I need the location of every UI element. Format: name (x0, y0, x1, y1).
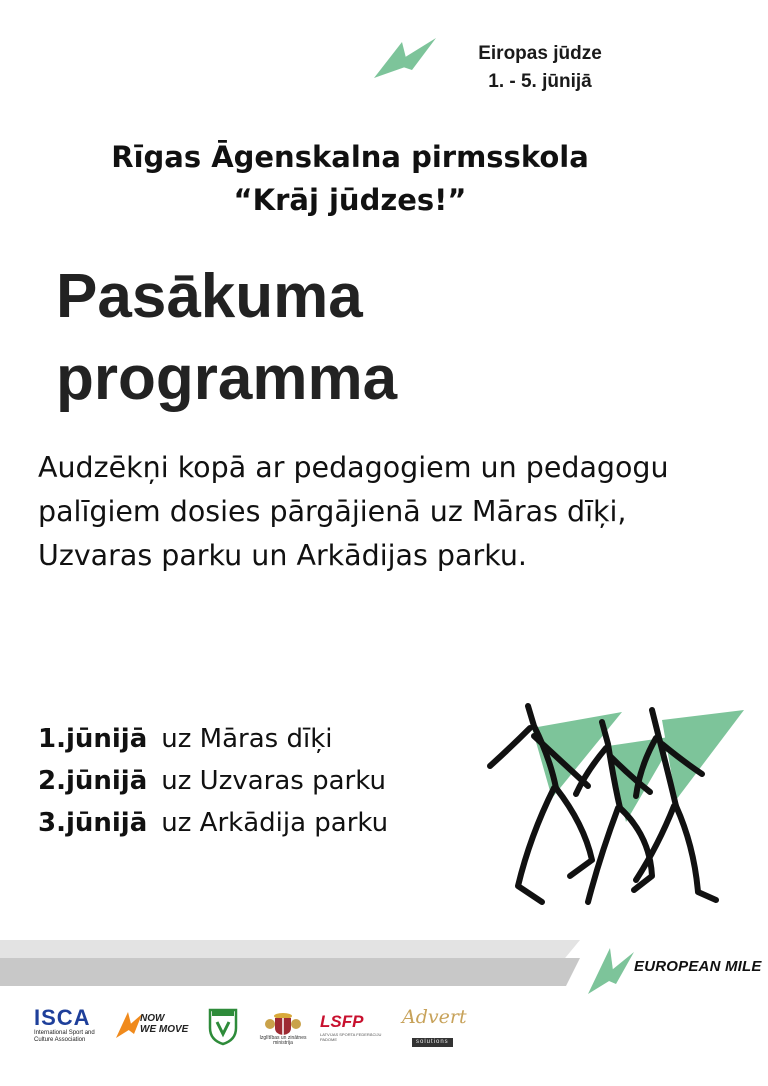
event-description: Audzēkņi kopā ar pedagogiem un pedagogu palīgiem dosies pārgājienā uz Māras dīķi, Uzvaras parku un Arkādijas parku. (38, 451, 669, 572)
school-slogan: “Krāj jūdzes!” (233, 183, 467, 217)
now-we-move-line-2: WE MOVE (140, 1024, 189, 1035)
school-block (40, 136, 660, 222)
isca-subtitle: International Sport and Culture Association (34, 1030, 95, 1043)
european-mile-logo-icon (586, 944, 636, 996)
isca-logo (34, 1006, 106, 1052)
page-title (56, 256, 616, 420)
isca-name: ISCA (34, 1005, 91, 1030)
school-name: Rīgas Āgenskalna pirmsskola (111, 140, 589, 174)
schedule-item (38, 718, 488, 760)
sponsor-logos (34, 1006, 484, 1052)
schedule-item (38, 802, 488, 844)
lsfp-name: LSFP (320, 1012, 364, 1031)
event-name: Eiropas jūdze (478, 43, 602, 64)
coat-of-arms-icon (258, 1006, 308, 1036)
walkers-illustration (480, 696, 750, 916)
schedule-destination: uz Arkādija parku (161, 808, 389, 838)
now-we-move-logo (116, 1006, 196, 1052)
european-mile-arrow-icon (372, 36, 438, 80)
footer-band (0, 940, 580, 986)
shield-icon (208, 1006, 238, 1046)
schedule-destination: uz Māras dīķi (161, 724, 333, 754)
latvia-coat-of-arms-logo (258, 1006, 308, 1052)
now-we-move-line-1: NOW (140, 1013, 165, 1024)
schedule-date: 3.jūnijā (38, 808, 148, 838)
now-we-move-text (140, 1013, 188, 1035)
ministry-caption: Izglītības un zinātnes ministrija (259, 1035, 307, 1046)
advert-subtitle: solutions (412, 1038, 453, 1047)
schedule-item (38, 760, 488, 802)
european-mile-brand: EUROPEAN MILE (634, 958, 762, 975)
shield-logo (208, 1006, 238, 1052)
schedule-date: 1.jūnijā (38, 724, 148, 754)
now-we-move-icon (116, 1010, 142, 1040)
advert-name: Advert (402, 1006, 467, 1028)
event-dates: 1. - 5. jūnijā (488, 71, 592, 92)
schedule-destination: uz Uzvaras parku (161, 766, 386, 796)
schedule-list (38, 718, 488, 844)
advert-logo (402, 1006, 472, 1052)
event-info (440, 40, 640, 96)
schedule-date: 2.jūnijā (38, 766, 148, 796)
lsfp-logo (320, 1006, 382, 1052)
title-line-1: Pasākuma (56, 262, 363, 331)
lsfp-subtitle: LATVIJAS SPORTA FEDERĀCIJU PADOME (320, 1032, 382, 1042)
title-line-2: programma (56, 344, 398, 413)
